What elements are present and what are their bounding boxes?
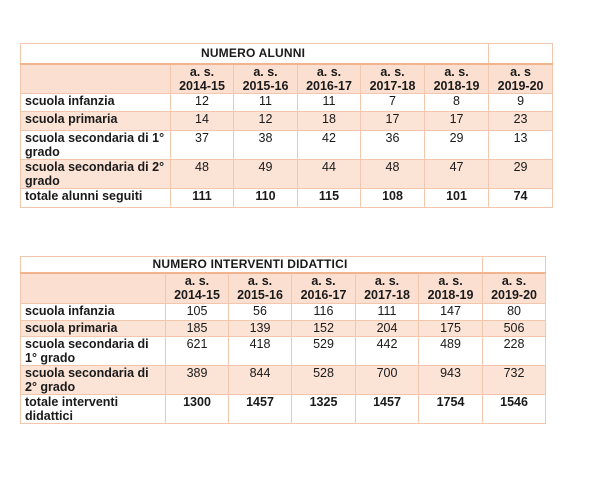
row-label: totale interventi didattici [21, 395, 166, 424]
cell: 101 [425, 189, 489, 208]
row-label: scuola secondaria di 1° grado [21, 337, 166, 366]
table-title: NUMERO ALUNNI [21, 44, 489, 64]
header-line: a. s. [316, 64, 342, 79]
cell: 12 [234, 112, 298, 131]
cell: 1457 [356, 395, 419, 424]
header-line: 2019-20 [491, 288, 537, 303]
row-label: scuola infanzia [21, 94, 171, 112]
table-row [21, 304, 546, 321]
cell: 13 [489, 131, 553, 160]
cell: 38 [234, 131, 298, 160]
cell: 17 [425, 112, 489, 131]
header-line: a. s. [247, 274, 273, 289]
header-line: 2019-20 [497, 78, 544, 93]
table-numero-interventi-didattici [20, 256, 546, 424]
header-line: 2016-17 [300, 288, 347, 303]
header-row [21, 64, 553, 94]
cell: 49 [234, 160, 298, 189]
column-header [171, 64, 234, 94]
cell: 1457 [229, 395, 292, 424]
cell: 700 [356, 366, 419, 395]
cell: 389 [166, 366, 229, 395]
cell: 11 [234, 94, 298, 112]
total-row [21, 189, 553, 208]
cell: 152 [292, 321, 356, 337]
cell: 48 [361, 160, 425, 189]
cell: 506 [483, 321, 546, 337]
header-line: 2017-18 [369, 78, 416, 93]
cell: 943 [419, 366, 483, 395]
column-header [425, 64, 489, 94]
cell: 8 [425, 94, 489, 112]
row-label: totale alunni seguiti [21, 189, 171, 208]
row-label: scuola secondaria di 1° grado [21, 131, 171, 160]
cell: 1325 [292, 395, 356, 424]
header-line: a. s. [501, 274, 527, 289]
header-line: a. s. [444, 64, 469, 79]
header-line: a. s. [311, 274, 336, 289]
empty-header-cell [21, 273, 166, 304]
total-row [21, 395, 546, 424]
header-line: a. s. [184, 274, 210, 289]
cell: 529 [292, 337, 356, 366]
table-row [21, 366, 546, 395]
cell: 442 [356, 337, 419, 366]
header-line: 2016-17 [306, 78, 352, 93]
header-line: a. s. [438, 274, 463, 289]
cell: 110 [234, 189, 298, 208]
row-label: scuola secondaria di 2° grado [21, 160, 171, 189]
header-line: a. s. [380, 64, 405, 79]
cell: 48 [171, 160, 234, 189]
row-label: scuola infanzia [21, 304, 166, 321]
cell: 9 [489, 94, 553, 112]
column-header [234, 64, 298, 94]
column-header [356, 273, 419, 304]
cell: 185 [166, 321, 229, 337]
column-header [292, 273, 356, 304]
header-line: 2018-19 [427, 288, 474, 303]
cell: 80 [483, 304, 546, 321]
cell: 105 [166, 304, 229, 321]
cell: 111 [356, 304, 419, 321]
cell: 1754 [419, 395, 483, 424]
cell: 42 [298, 131, 361, 160]
cell: 37 [171, 131, 234, 160]
cell: 17 [361, 112, 425, 131]
cell: 18 [298, 112, 361, 131]
cell: 115 [298, 189, 361, 208]
cell: 418 [229, 337, 292, 366]
cell: 528 [292, 366, 356, 395]
cell: 1546 [483, 395, 546, 424]
table-row [21, 160, 553, 189]
cell: 147 [419, 304, 483, 321]
table-numero-alunni [20, 43, 553, 208]
cell: 844 [229, 366, 292, 395]
header-line: 2015-16 [237, 288, 283, 303]
header-line: 2014-15 [174, 288, 220, 303]
cell: 47 [425, 160, 489, 189]
cell: 621 [166, 337, 229, 366]
column-header [419, 273, 483, 304]
cell: 23 [489, 112, 553, 131]
cell: 111 [171, 189, 234, 208]
cell: 11 [298, 94, 361, 112]
column-header [298, 64, 361, 94]
table-row [21, 131, 553, 160]
cell: 732 [483, 366, 546, 395]
cell: 175 [419, 321, 483, 337]
column-header [166, 273, 229, 304]
cell: 36 [361, 131, 425, 160]
column-header [229, 273, 292, 304]
empty-cell [489, 44, 553, 64]
column-header [489, 64, 553, 94]
cell: 7 [361, 94, 425, 112]
header-row [21, 273, 546, 304]
cell: 56 [229, 304, 292, 321]
row-label: scuola secondaria di 2° grado [21, 366, 166, 395]
header-line: 2015-16 [242, 78, 289, 93]
table-title: NUMERO INTERVENTI DIDATTICI [21, 257, 483, 273]
cell: 139 [229, 321, 292, 337]
cell: 204 [356, 321, 419, 337]
header-line: 2014-15 [179, 78, 225, 93]
empty-header-cell [21, 64, 171, 94]
header-line: a. s. [189, 64, 215, 79]
table-row [21, 321, 546, 337]
header-line: a. s [510, 64, 531, 79]
header-line: a. s. [253, 64, 278, 79]
table-row [21, 337, 546, 366]
header-line: 2017-18 [364, 288, 410, 303]
cell: 29 [425, 131, 489, 160]
cell: 1300 [166, 395, 229, 424]
cell: 29 [489, 160, 553, 189]
cell: 12 [171, 94, 234, 112]
cell: 228 [483, 337, 546, 366]
empty-cell [483, 257, 546, 273]
table-row [21, 112, 553, 131]
column-header [361, 64, 425, 94]
cell: 44 [298, 160, 361, 189]
row-label: scuola primaria [21, 112, 171, 131]
header-line: a. s. [374, 274, 400, 289]
cell: 108 [361, 189, 425, 208]
table-row [21, 94, 553, 112]
row-label: scuola primaria [21, 321, 166, 337]
cell: 116 [292, 304, 356, 321]
cell: 489 [419, 337, 483, 366]
header-line: 2018-19 [433, 78, 480, 93]
column-header [483, 273, 546, 304]
cell: 14 [171, 112, 234, 131]
cell: 74 [489, 189, 553, 208]
